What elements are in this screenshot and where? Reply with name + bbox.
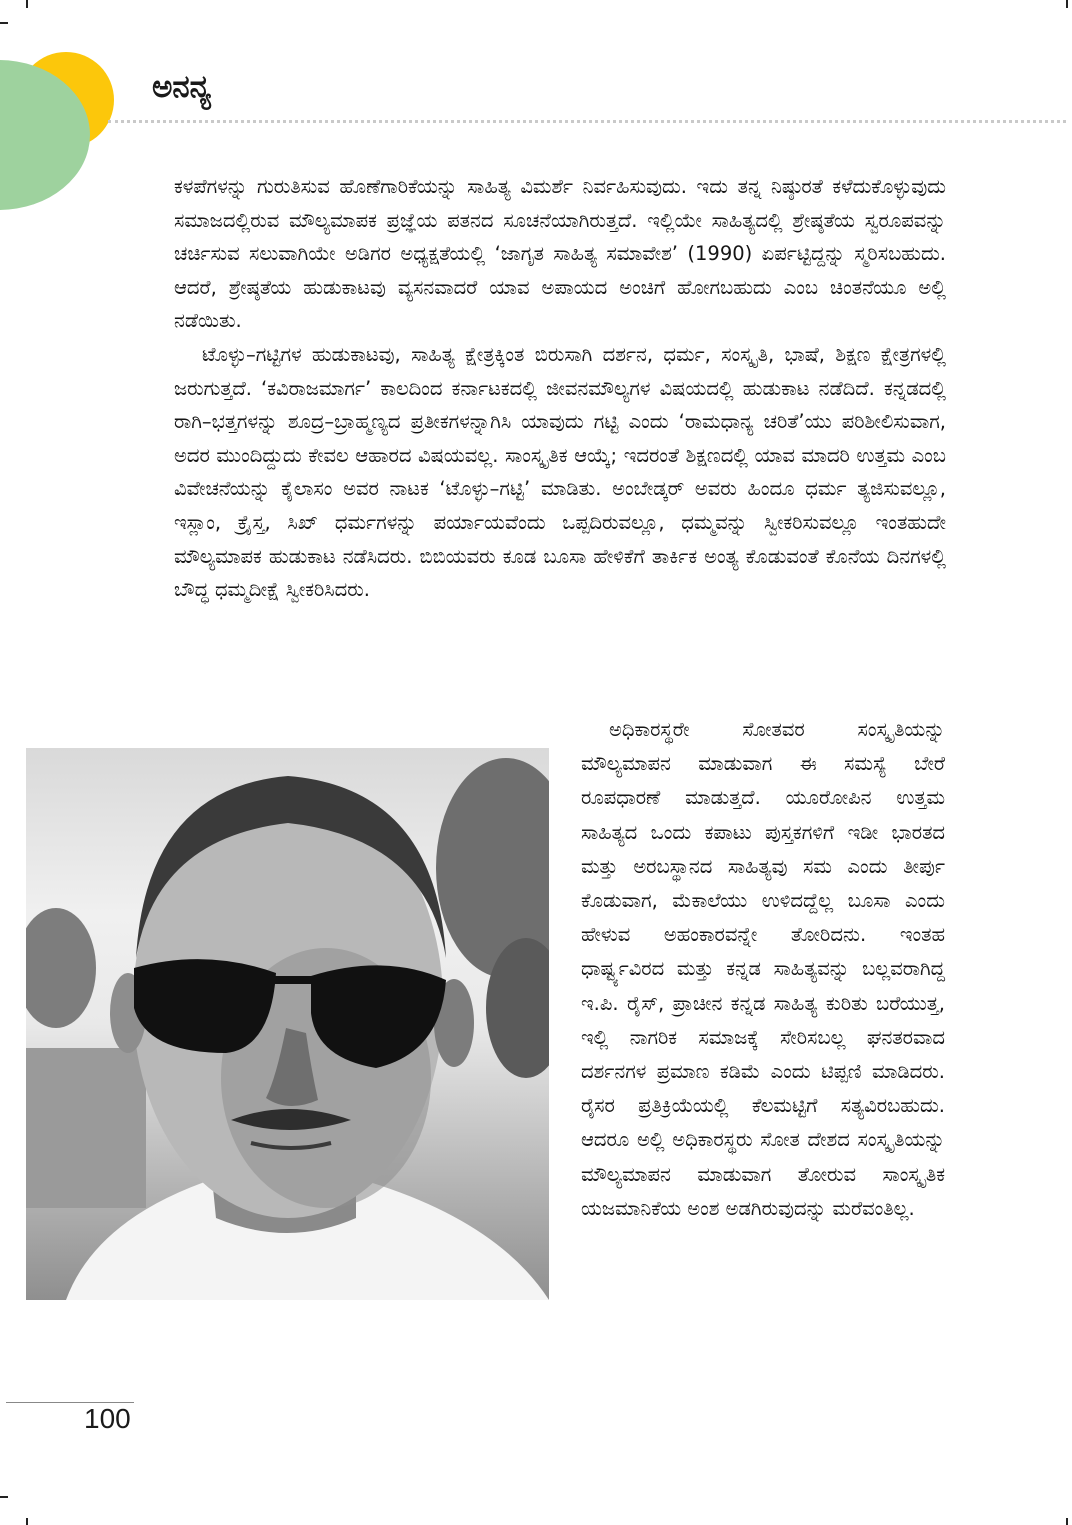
- crop-mark-left-upper: [0, 22, 8, 24]
- header-dotted-rule: [108, 120, 1066, 123]
- photo-glasses-bridge: [274, 976, 314, 984]
- crop-mark-bottom-left: [26, 1518, 28, 1525]
- paragraph-1: ಕಳಪೆಗಳನ್ನು ಗುರುತಿಸುವ ಹೊಣೆಗಾರಿಕೆಯನ್ನು ಸಾಹಿತ್ಯ ವಿಮರ್ಶೆ ನಿರ್ವಹಿಸುವುದು. ಇದು ತನ್ನ ನಿಷ್ಠುರತೆ ಕಳೆದುಕೊಳ್ಳುವುದು ಸಮಾಜದಲ್ಲಿರುವ ಮೌಲ್ಯಮಾಪಕ ಪ್ರಜ್ಞೆಯ ಪತನದ ಸೂಚನೆಯಾಗಿರುತ್ತದೆ. ಇಲ್ಲಿಯೇ ಸಾಹಿತ್ಯದಲ್ಲಿ ಶ್ರೇಷ್ಠತೆಯ ಸ್ವರೂಪವನ್ನು ಚರ್ಚಿಸುವ ಸಲುವಾಗಿಯೇ ಅಡಿಗರ ಅಧ್ಯಕ್ಷತೆಯಲ್ಲಿ ‘ಜಾಗೃತ ಸಾಹಿತ್ಯ ಸಮಾವೇಶ’ (1990) ಏರ್ಪಟ್ಟಿದ್ದನ್ನು ಸ್ಮರಿಸಬಹುದು. ಆದರೆ, ಶ್ರೇಷ್ಠತೆಯ ಹುಡುಕಾಟವು ವ್ಯಸನವಾದರೆ ಯಾವ ಅಪಾಯದ ಅಂಚಿಗೆ ಹೋಗಬಹುದು ಎಂಬ ಚಿಂತನೆಯೂ ಅಲ್ಲಿ ನಡೆಯಿತು.: [174, 175, 946, 333]
- crop-mark-bottom-right: [1066, 1518, 1068, 1525]
- paragraph-3: ಅಧಿಕಾರಸ್ಥರೇ ಸೋತವರ ಸಂಸ್ಕೃತಿಯನ್ನು ಮೌಲ್ಯಮಾಪನ ಮಾಡುವಾಗ ಈ ಸಮಸ್ಯೆ ಬೇರೆ ರೂಪಧಾರಣೆ ಮಾಡುತ್ತದೆ. ಯೂರೋಪಿನ ಉತ್ತಮ ಸಾಹಿತ್ಯದ ಒಂದು ಕಪಾಟು ಪುಸ್ತಕಗಳಿಗೆ ಇಡೀ ಭಾರತದ ಮತ್ತು ಅರಬಸ್ಥಾನದ ಸಾಹಿತ್ಯವು ಸಮ ಎಂದು ತೀರ್ಪು ಕೊಡುವಾಗ, ಮೆಕಾಲೆಯು ಉಳಿದದ್ದೆಲ್ಲ ಬೂಸಾ ಎಂದು ಹೇಳುವ ಅಹಂಕಾರವನ್ನೇ ತೋರಿದನು. ಇಂತಹ ಧಾರ್ಷ್ಟ್ಯವಿರದ ಮತ್ತು ಕನ್ನಡ ಸಾಹಿತ್ಯವನ್ನು ಬಲ್ಲವರಾಗಿದ್ದ ಇ.ಪಿ. ರೈಸ್, ಪ್ರಾಚೀನ ಕನ್ನಡ ಸಾಹಿತ್ಯ ಕುರಿತು ಬರೆಯುತ್ತ, ಇಲ್ಲಿ ನಾಗರಿಕ ಸಮಾಜಕ್ಕೆ ಸೇರಿಸಬಲ್ಲ ಘನತರವಾದ ದರ್ಶನಗಳ ಪ್ರಮಾಣ ಕಡಿಮೆ ಎಂದು ಟಿಪ್ಪಣಿ ಮಾಡಿದರು. ರೈಸರ ಪ್ರತಿಕ್ರಿಯೆಯಲ್ಲಿ ಕೆಲಮಟ್ಟಿಗೆ ಸತ್ಯವಿರಬಹುದು. ಆದರೂ ಅಲ್ಲಿ ಅಧಿಕಾರಸ್ಥರು ಸೋತ ದೇಶದ ಸಂಸ್ಕೃತಿಯನ್ನು ಮೌಲ್ಯಮಾಪನ ಮಾಡುವಾಗ ತೋರುವ ಸಾಂಸ್ಕೃತಿಕ ಯಜಮಾನಿಕೆಯ ಅಂಶ ಅಡಗಿರುವುದನ್ನು ಮರೆವಂತಿಲ್ಲ.: [581, 718, 945, 1220]
- crop-mark-top-left: [26, 0, 28, 8]
- body-text-top: [174, 170, 946, 607]
- running-head: ಅನನ್ಯ: [152, 69, 212, 105]
- crop-mark-left-lower: [0, 1496, 8, 1498]
- photo-palm-left: [26, 908, 96, 1028]
- portrait-illustration: [26, 748, 549, 1300]
- paragraph-2: ಟೊಳ್ಳು–ಗಟ್ಟಿಗಳ ಹುಡುಕಾಟವು, ಸಾಹಿತ್ಯ ಕ್ಷೇತ್ರಕ್ಕಿಂತ ಬಿರುಸಾಗಿ ದರ್ಶನ, ಧರ್ಮ, ಸಂಸ್ಕೃತಿ, ಭಾಷೆ, ಶಿಕ್ಷಣ ಕ್ಷೇತ್ರಗಳಲ್ಲಿ ಜರುಗುತ್ತದೆ. ‘ಕವಿರಾಜಮಾರ್ಗ’ ಕಾಲದಿಂದ ಕರ್ನಾಟಕದಲ್ಲಿ ಜೀವನಮೌಲ್ಯಗಳ ವಿಷಯದಲ್ಲಿ ಹುಡುಕಾಟ ನಡೆದಿದೆ. ಕನ್ನಡದಲ್ಲಿ ರಾಗಿ–ಭತ್ತಗಳನ್ನು ಶೂದ್ರ–ಬ್ರಾಹ್ಮಣ್ಯದ ಪ್ರತೀಕಗಳನ್ನಾಗಿಸಿ ಯಾವುದು ಗಟ್ಟಿ ಎಂದು ‘ರಾಮಧಾನ್ಯ ಚರಿತೆ’ಯು ಪರಿಶೀಲಿಸುವಾಗ, ಅದರ ಮುಂದಿದ್ದುದು ಕೇವಲ ಆಹಾರದ ವಿಷಯವಲ್ಲ. ಸಾಂಸ್ಕೃತಿಕ ಆಯ್ಕೆ; ಇದರಂತೆ ಶಿಕ್ಷಣದಲ್ಲಿ ಯಾವ ಮಾದರಿ ಉತ್ತಮ ಎಂಬ ವಿವೇಚನೆಯನ್ನು ಕೈಲಾಸಂ ಅವರ ನಾಟಕ ‘ಟೊಳ್ಳು–ಗಟ್ಟಿ’ ಮಾಡಿತು. ಅಂಬೇಡ್ಕರ್ ಅವರು ಹಿಂದೂ ಧರ್ಮ ತ್ಯಜಿಸುವಲ್ಲೂ, ಇಸ್ಲಾಂ, ಕ್ರೈಸ್ತ, ಸಿಖ್ ಧರ್ಮಗಳನ್ನು ಪರ್ಯಾಯವೆಂದು ಒಪ್ಪದಿರುವಲ್ಲೂ, ಧಮ್ಮವನ್ನು ಸ್ವೀಕರಿಸುವಲ್ಲೂ ಇಂತಹುದೇ ಮೌಲ್ಯಮಾಪಕ ಹುಡುಕಾಟ ನಡೆಸಿದರು. ಬಿಬಿಯವರು ಕೂಡ ಬೂಸಾ ಹೇಳಿಕೆಗೆ ತಾರ್ಕಿಕ ಅಂತ್ಯ ಕೊಡುವಂತೆ ಕೊನೆಯ ದಿನಗಳಲ್ಲಿ ಬೌದ್ಧ ಧಮ್ಮದೀಕ್ಷೆ ಸ್ವೀಕರಿಸಿದರು.: [174, 342, 946, 602]
- body-text-column: [581, 713, 945, 1226]
- page-number: 100: [84, 1403, 131, 1434]
- crop-mark-top-right: [1066, 0, 1068, 8]
- portrait-photo: [26, 748, 549, 1300]
- photo-building-left: [26, 1048, 146, 1208]
